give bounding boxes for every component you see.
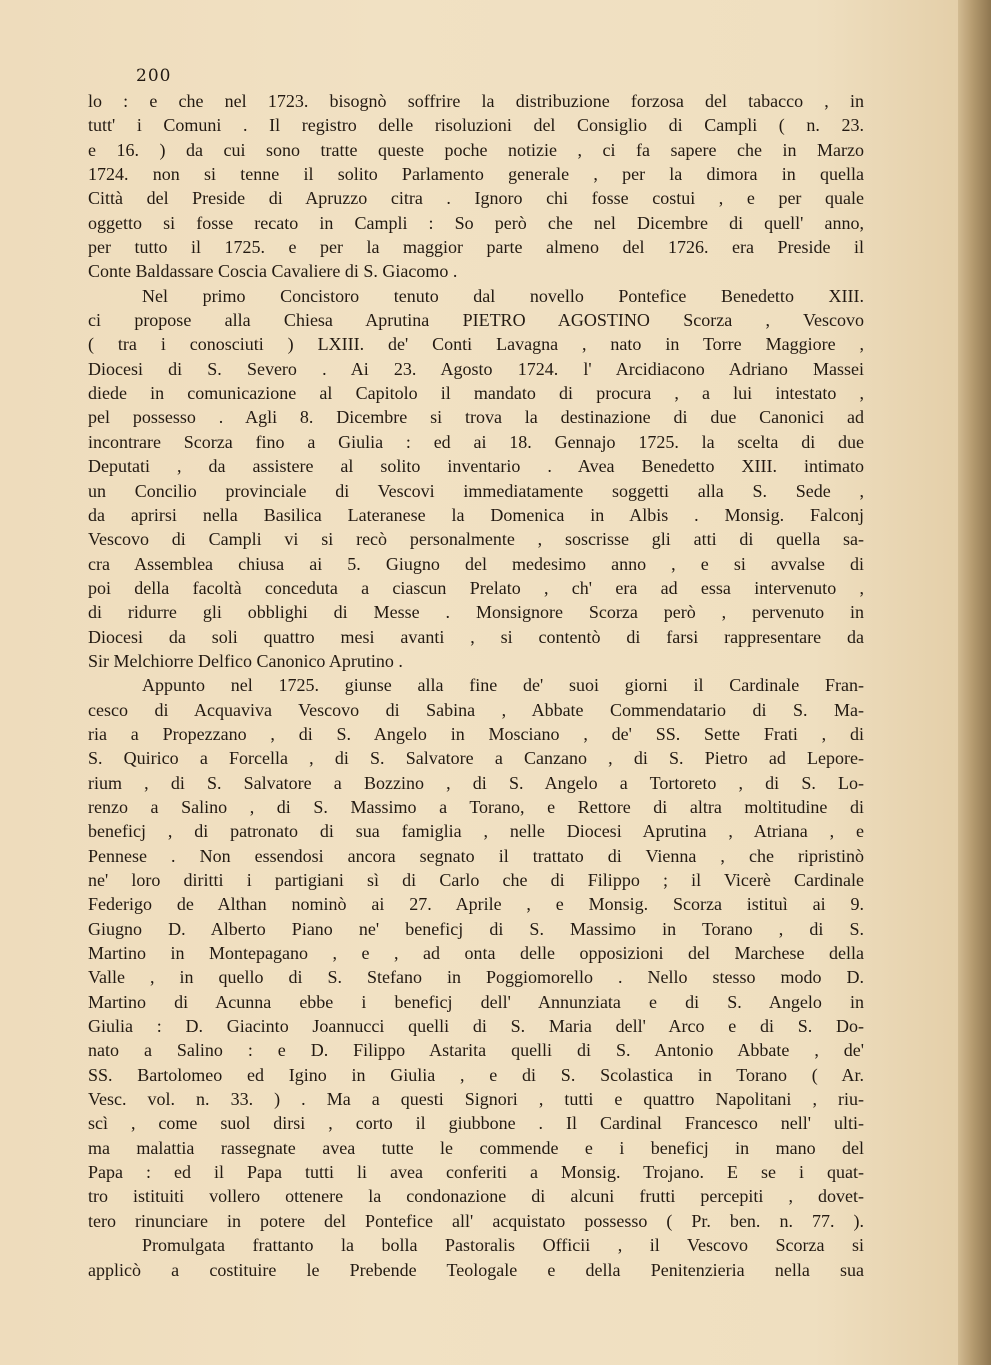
text-line: SS. Bartolomeo ed Igino in Giulia , e di S. Scolastica in Torano ( Ar. bbox=[88, 1064, 864, 1085]
text-line: tro istituiti vollero ottenere la condonazione di alcuni frutti percepiti , dovet- bbox=[88, 1186, 864, 1207]
text-line: Conte Baldassare Coscia Cavaliere di S. Giacomo . bbox=[88, 261, 458, 282]
text-line: Nel primo Concistoro tenuto dal novello Pontefice Benedetto XIII. bbox=[142, 285, 864, 306]
text-line: per tutto il 1725. e per la maggior parte almeno del 1726. era Preside il bbox=[88, 237, 864, 258]
text-line: diede in comunicazione al Capitolo il mandato di procura , a lui intestato , bbox=[88, 383, 864, 404]
text-line: Diocesi di S. Severo . Ai 23. Agosto 1724. l' Arcidiacono Adriano Massei bbox=[88, 358, 864, 379]
text-line: tero rinunciare in potere del Pontefice all' acquistato possesso ( Pr. ben. n. 77. ). bbox=[88, 1210, 864, 1231]
text-line: lo : e che nel 1723. bisognò soffrire la distribuzione forzosa del tabacco , in bbox=[88, 91, 864, 111]
text-line: Vesc. vol. n. 33. ) . Ma a questi Signori , tutti e quattro Napolitani , riu- bbox=[88, 1089, 864, 1110]
text-line: 1724. non si tenne il solito Parlamento generale , per la dimora in quella bbox=[88, 164, 864, 185]
text-line: Città del Preside di Apruzzo citra . Ignoro chi fosse costui , e per quale bbox=[88, 188, 864, 209]
text-line: cesco di Acquaviva Vescovo di Sabina , Abbate Commendatario di S. Ma- bbox=[88, 699, 864, 720]
text-line: S. Quirico a Forcella , di S. Salvatore a Canzano , di S. Pietro ad Lepore- bbox=[88, 748, 864, 769]
text-line: poi della facoltà conceduta a ciascun Prelato , ch' era ad essa intervenuto , bbox=[88, 577, 864, 598]
text-line: ma malattia rassegnate avea tutte le commende e i beneficj in mano del bbox=[88, 1137, 864, 1158]
text-line: Diocesi da soli quattro mesi avanti , si contentò di farsi rappresentare da bbox=[88, 626, 864, 647]
text-line: tutt' i Comuni . Il registro delle risoluzioni del Consiglio di Campli ( n. 23. bbox=[88, 115, 864, 136]
text-line: Pennese . Non essendosi ancora segnato il trattato di Vienna , che ripristinò bbox=[88, 845, 864, 866]
text-line: ( tra i conosciuti ) LXIII. de' Conti Lavagna , nato in Torre Maggiore , bbox=[88, 334, 864, 355]
text-line: un Concilio provinciale di Vescovi immediatamente soggetti alla S. Sede , bbox=[88, 480, 864, 501]
text-line: scì , come suol dirsi , corto il giubbone . Il Cardinal Francesco nell' ulti- bbox=[88, 1113, 864, 1134]
text-line: cra Assemblea chiusa ai 5. Giugno del medesimo anno , e si avvalse di bbox=[88, 553, 864, 574]
text-line: ci propose alla Chiesa Aprutina PIETRO AGOSTINO Scorza , Vescovo bbox=[88, 310, 864, 331]
body-text bbox=[88, 89, 864, 1282]
text-line: Valle , in quello di S. Stefano in Poggiomorello . Nello stesso modo D. bbox=[88, 967, 864, 988]
text-line: rium , di S. Salvatore a Bozzino , di S. Angelo a Tortoreto , di S. Lo- bbox=[88, 772, 864, 793]
book-spine-shadow bbox=[958, 0, 991, 1365]
text-line: renzo a Salino , di S. Massimo a Torano, e Rettore di altra moltitudine di bbox=[88, 796, 864, 817]
text-line: nato a Salino : e D. Filippo Astarita quelli di S. Antonio Abbate , de' bbox=[88, 1040, 864, 1061]
text-line: Giulia : D. Giacinto Joannucci quelli di S. Maria dell' Arco e di S. Do- bbox=[88, 1016, 864, 1037]
text-line: ria a Propezzano , di S. Angelo in Mosciano , de' SS. Sette Frati , di bbox=[88, 723, 864, 744]
page-number: 200 bbox=[136, 66, 172, 86]
text-line: Papa : ed il Papa tutti li avea conferiti a Monsig. Trojano. E se i quat- bbox=[88, 1162, 864, 1183]
text-line: Promulgata frattanto la bolla Pastoralis Officii , il Vescovo Scorza si bbox=[142, 1235, 864, 1256]
text-line: pel possesso . Agli 8. Dicembre si trova la destinazione di due Canonici ad bbox=[88, 407, 864, 428]
text-line: Vescovo di Campli vi si recò personalmente , soscrisse gli atti di quella sa- bbox=[88, 529, 864, 550]
text-line: Deputati , da assistere al solito inventario . Avea Benedetto XIII. intimato bbox=[88, 456, 864, 477]
text-line: di ridurre gli obblighi di Messe . Monsignore Scorza però , pervenuto in bbox=[88, 602, 864, 623]
text-line: Federigo de Althan nominò ai 27. Aprile , e Monsig. Scorza istituì ai 9. bbox=[88, 894, 864, 915]
text-line: Martino in Montepagano , e , ad onta delle opposizioni del Marchese della bbox=[88, 943, 864, 964]
text-line: Sir Melchiorre Delfico Canonico Aprutino . bbox=[88, 650, 403, 671]
text-line: Martino di Acunna ebbe i beneficj dell' Annunziata e di S. Angelo in bbox=[88, 991, 864, 1012]
text-line: oggetto si fosse recato in Campli : So però che nel Dicembre di quell' anno, bbox=[88, 212, 864, 233]
text-line: beneficj , di patronato di sua famiglia , nelle Diocesi Aprutina , Atriana , e bbox=[88, 821, 864, 842]
text-line: e 16. ) da cui sono tratte queste poche notizie , ci fa sapere che in Marzo bbox=[88, 139, 864, 160]
text-line: Giugno D. Alberto Piano ne' beneficj di S. Massimo in Torano , di S. bbox=[88, 918, 864, 939]
text-line: incontrare Scorza fino a Giulia : ed ai 18. Gennajo 1725. la scelta di due bbox=[88, 431, 864, 452]
text-line: applicò a costituire le Prebende Teologale e della Penitenzieria nella sua bbox=[88, 1259, 864, 1280]
text-line: da aprirsi nella Basilica Lateranese la Domenica in Albis . Monsig. Falconj bbox=[88, 504, 864, 525]
text-line: ne' loro diritti i partigiani sì di Carlo che di Filippo ; il Vicerè Cardinale bbox=[88, 870, 864, 890]
text-line: Appunto nel 1725. giunse alla fine de' suoi giorni il Cardinale Fran- bbox=[142, 675, 864, 696]
